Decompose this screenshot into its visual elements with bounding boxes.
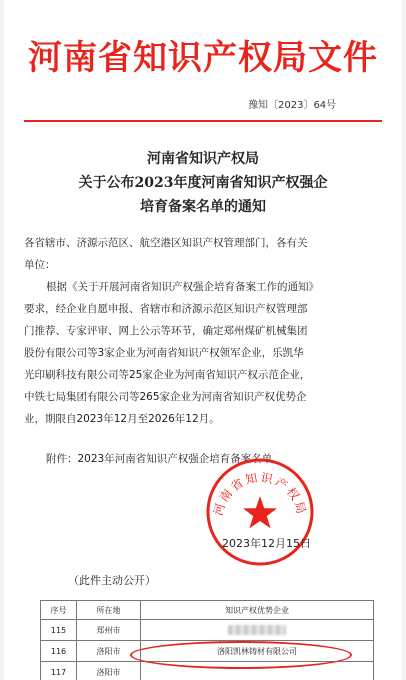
row-company <box>141 662 374 680</box>
body-line: 各省辖市、济源示范区、航空港区知识产权管理部门，各有关 <box>24 237 308 249</box>
body-line: 中铁七局集团有限公司等265家企业为河南省知识产权优势企 <box>24 391 307 403</box>
body-line: 门推荐、专家评审、网上公示等环节，确定郑州煤矿机械集团 <box>24 325 308 337</box>
body-line: 单位： <box>24 259 56 271</box>
official-seal-icon <box>204 456 316 568</box>
body-line: 光印刷科技有限公司等25家企业为河南省知识产权示范企业， <box>24 369 311 381</box>
table-row <box>41 662 374 680</box>
body-line: 根据《关于开展河南省知识产权强企培育备案工作的通知》 <box>46 281 319 293</box>
body-line: 股份有限公司等3家企业为河南省知识产权领军企业，乐凯华 <box>24 347 304 359</box>
seal-star-icon <box>243 496 277 528</box>
row-number: 115 <box>41 620 77 641</box>
notice-title-line-1: 河南省知识产权局 <box>147 151 259 167</box>
document-masthead: 河南省知识产权局文件 <box>28 38 378 78</box>
document-page <box>4 0 402 680</box>
row-city: 郑州市 <box>77 620 141 641</box>
column-header-city: 所在地 <box>77 601 141 620</box>
notice-title-line-2: 关于公布2023年度河南省知识产权强企 <box>78 175 328 191</box>
body-line: 要求，经企业自愿申报、省辖市和济源示范区知识产权管理部 <box>24 303 308 315</box>
row-number: 116 <box>41 641 77 662</box>
row-company-redacted <box>141 620 374 641</box>
blurred-text <box>228 625 286 635</box>
enterprise-list-table <box>40 600 374 680</box>
table-header-row <box>41 601 374 620</box>
row-number: 117 <box>41 662 77 680</box>
column-header-number: 序号 <box>41 601 77 620</box>
row-city: 洛阳市 <box>77 662 141 680</box>
notice-title-line-3: 培育备案名单的通知 <box>140 199 266 215</box>
document-number: 豫知〔2023〕64号 <box>248 100 337 111</box>
red-divider-line <box>24 120 382 122</box>
body-line: 业，期限自2023年12月至2026年12月。 <box>24 413 220 425</box>
row-company: 洛阳凯林铸材有限公司 <box>141 641 374 662</box>
svg-text:河南省知识产权局: 河南省知识产权局 <box>210 470 310 518</box>
table-row <box>41 641 374 662</box>
table-row <box>41 620 374 641</box>
issue-date: 2023年12月15日 <box>222 537 311 550</box>
public-disclosure-note: （此件主动公开） <box>68 574 156 587</box>
column-header-company: 知识产权优势企业 <box>141 601 374 620</box>
attachment-note: 附件：2023年河南省知识产权强企培育备案名单 <box>46 453 273 465</box>
row-city: 洛阳市 <box>77 641 141 662</box>
